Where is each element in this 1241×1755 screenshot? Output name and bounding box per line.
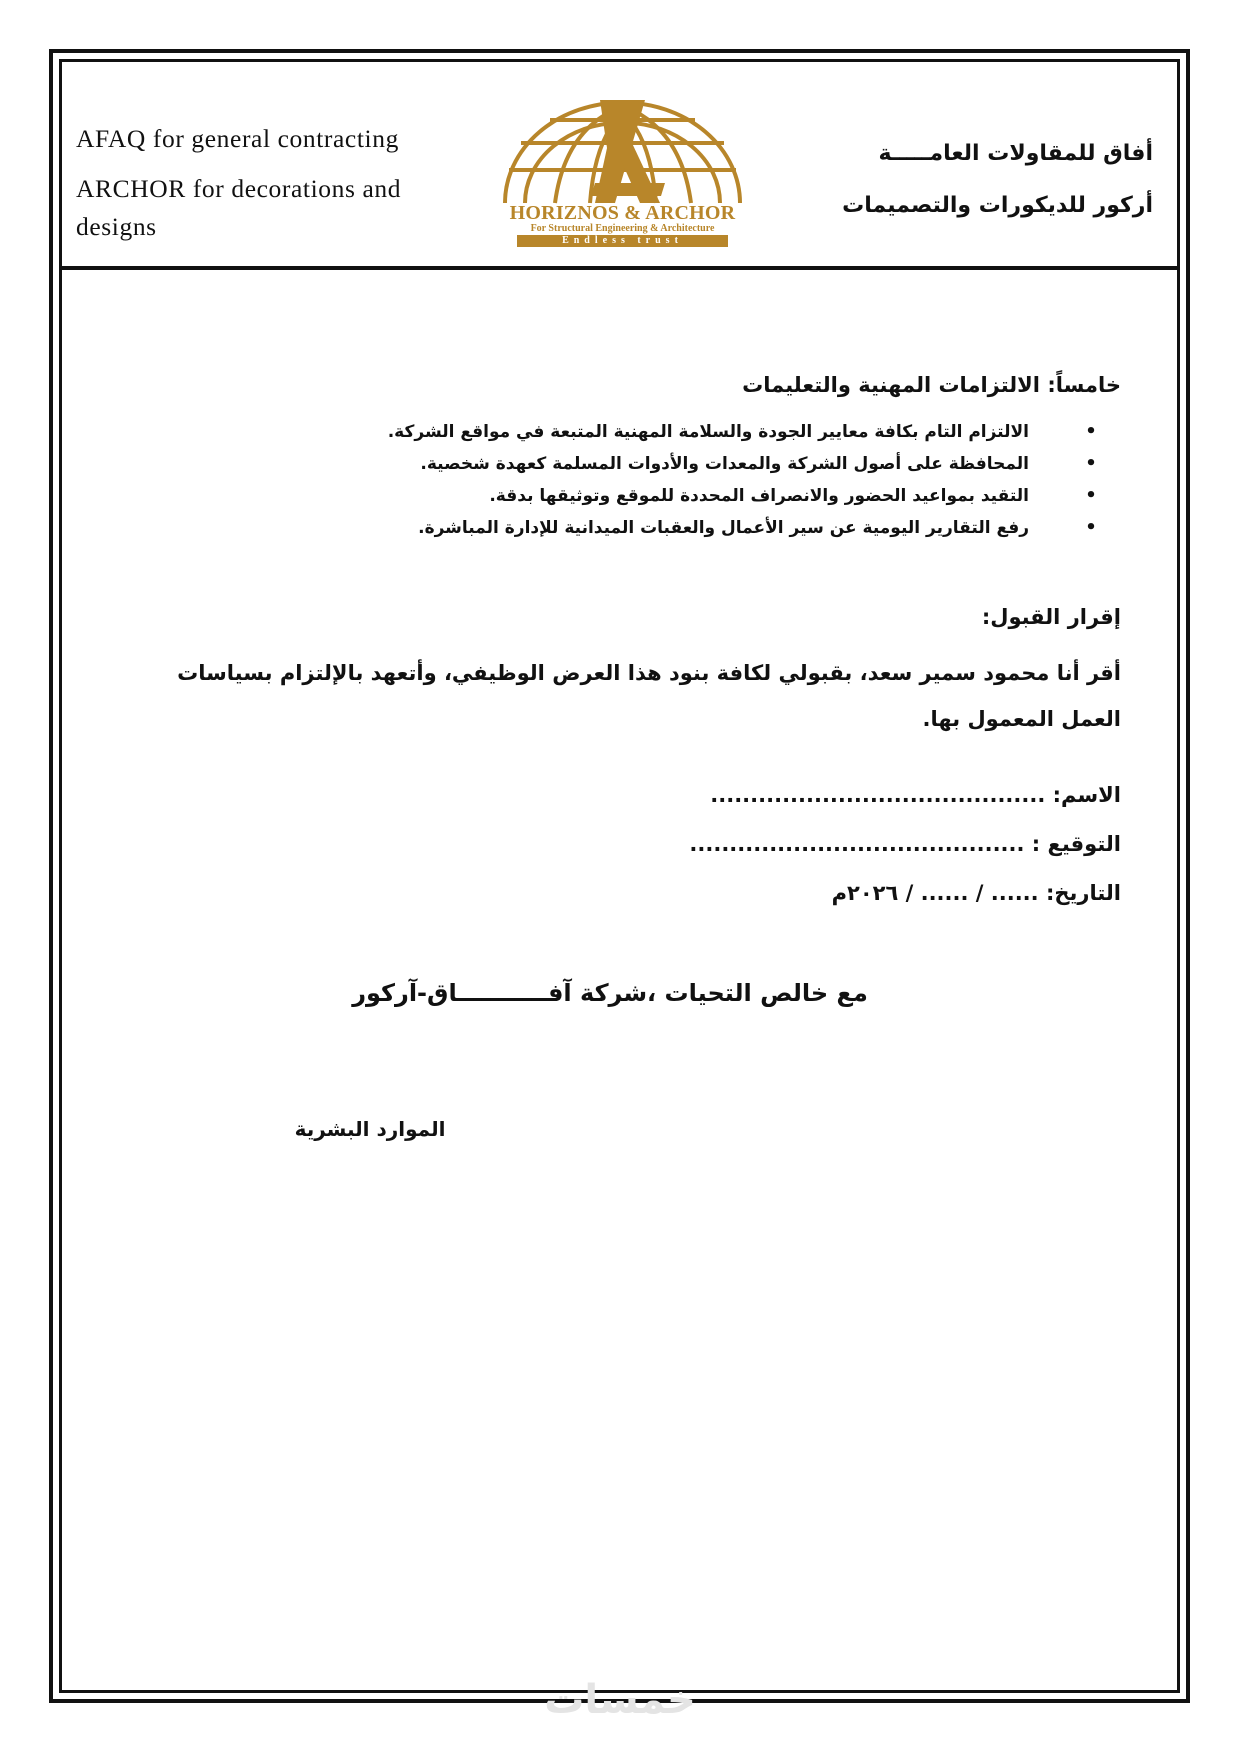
list-item (301, 448, 1101, 480)
acceptance-text: أقر أنا محمود سمير سعد، بقبولي لكافة بنود هذا العرض الوظيفي، وأتعهد بالإلتزام بسياسات العمل المعمول بها. (177, 661, 1121, 731)
company-name-ar-2: أركور للديكورات والتصميمات (842, 193, 1153, 218)
signoff-department: الموارد البشرية (294, 1117, 446, 1141)
logo-wordmark (495, 203, 750, 247)
acceptance-title: إقرار القبول: (981, 605, 1121, 629)
header-english (76, 120, 476, 246)
page-border-inner (59, 59, 1180, 1693)
bullet-icon: • (1085, 517, 1097, 538)
watermark: خمسات (544, 1677, 696, 1723)
list-item (301, 416, 1101, 448)
signature-field: التوقيع : .......................................... (689, 832, 1121, 856)
list-item-text: التقيد بمواعيد الحضور والانصراف المحددة للموقع وتوثيقها بدقة. (489, 486, 1029, 506)
logo-name: HORIZNOS & ARCHOR (509, 202, 736, 224)
obligations-title: خامساً: الالتزامات المهنية والتعليمات (742, 373, 1121, 397)
list-item-text: الالتزام التام بكافة معايير الجودة والسلامة المهنية المتبعة في مواقع الشركة. (387, 422, 1029, 442)
header-divider (59, 266, 1180, 270)
bullet-icon: • (1085, 453, 1097, 474)
list-item (301, 512, 1101, 544)
header-arabic (733, 128, 1153, 232)
company-name-en-1: AFAQ for general contracting (76, 124, 399, 153)
list-item (301, 480, 1101, 512)
company-name-ar-1: أفاق للمقاولات العامـــــة (878, 141, 1153, 166)
company-name-en-2: ARCHOR for decorations and designs (76, 174, 402, 241)
bullet-icon: • (1085, 485, 1097, 506)
logo-subtitle: For Structural Engineering & Architecture (530, 223, 715, 234)
closing-line: مع خالص التحيات ،شركة آفـــــــــــاق-آركور (352, 979, 868, 1007)
date-field: التاريخ: ...... / ...... / ٢٠٢٦م (831, 881, 1121, 905)
list-item-text: رفع التقارير اليومية عن سير الأعمال والعقبات الميدانية للإدارة المباشرة. (418, 518, 1029, 538)
bullet-icon: • (1085, 421, 1097, 442)
list-item-text: المحافظة على أصول الشركة والمعدات والأدوات المسلمة كعهدة شخصية. (420, 454, 1029, 474)
obligations-list (301, 416, 1101, 544)
name-field: الاسم: .......................................... (710, 783, 1121, 807)
logo-tagline: Endless trust (517, 235, 728, 247)
